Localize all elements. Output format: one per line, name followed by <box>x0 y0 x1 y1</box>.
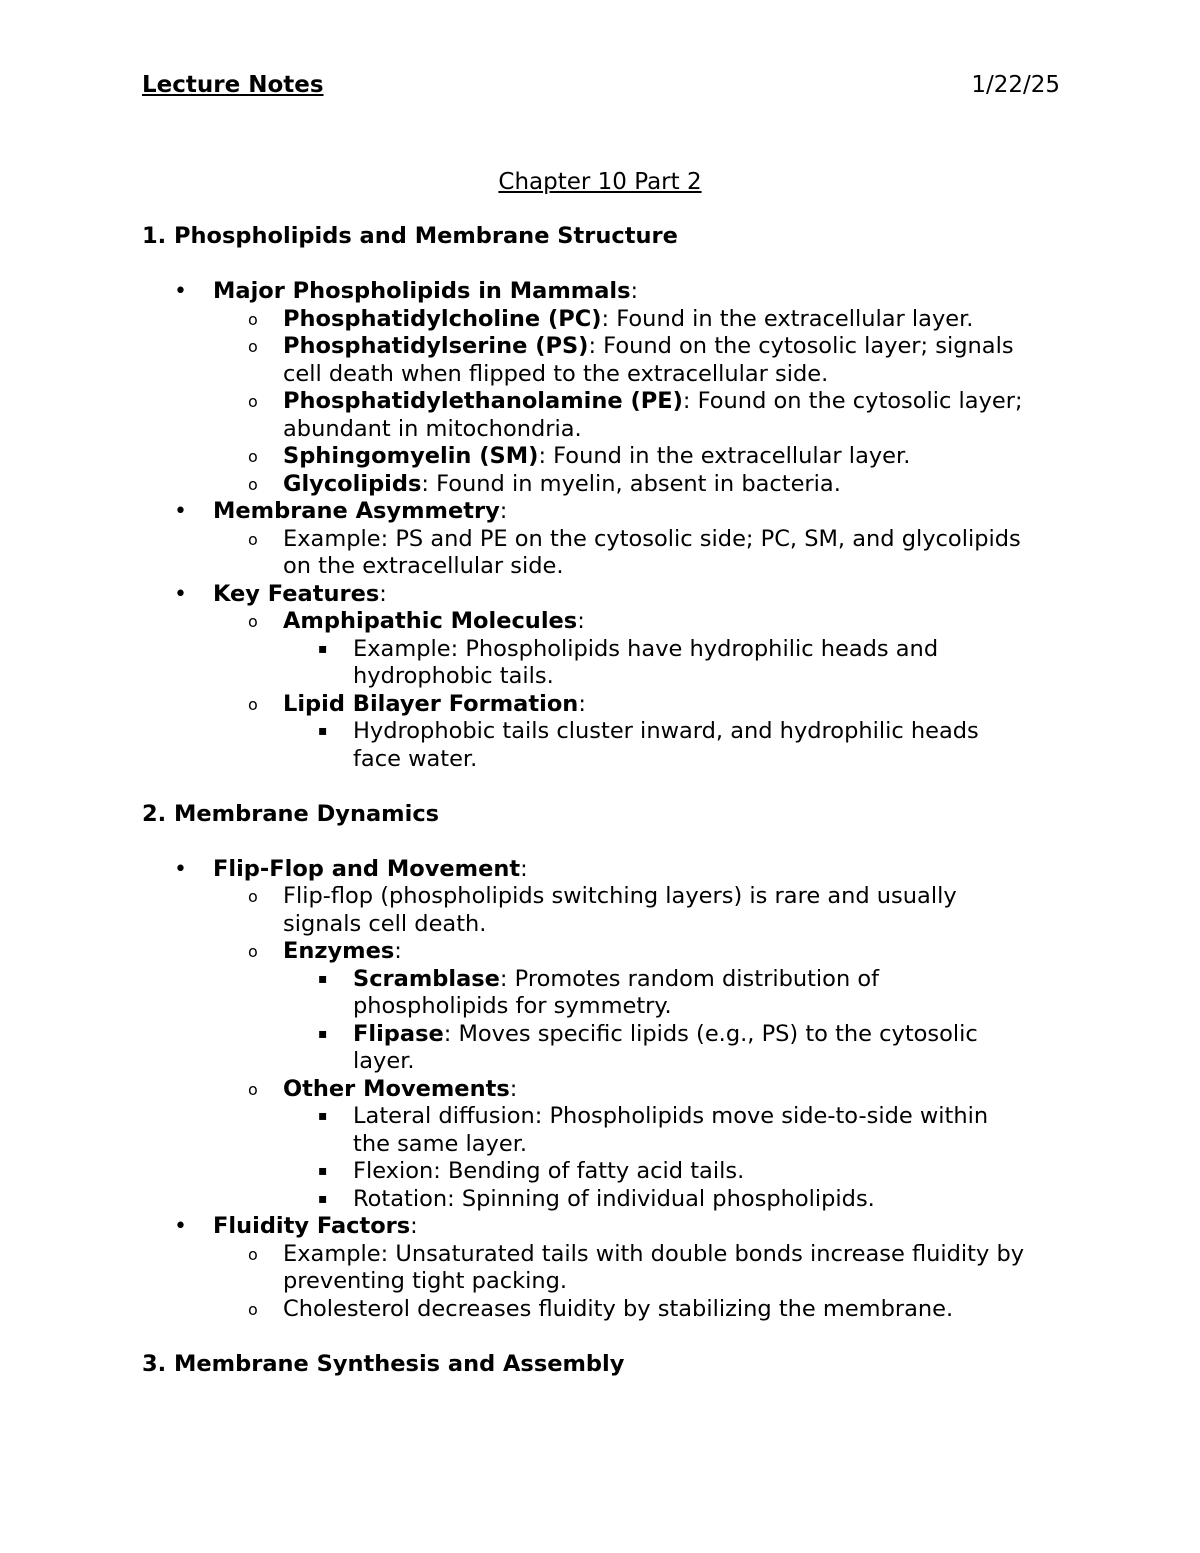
list-item: • Fluidity Factors: <box>174 1213 418 1239</box>
circle-bullet-icon: o <box>248 309 258 329</box>
section-heading-3: 3. Membrane Synthesis and Assembly <box>142 1350 625 1377</box>
list-item: o Flip-flop (phospholipids switching layers) is rare and usually <box>248 883 957 909</box>
square-bullet-icon: ▪ <box>318 970 328 987</box>
list-item-continuation: cell death when flipped to the extracellular side. <box>283 360 829 387</box>
list-item: ▪ Flipase: Moves specific lipids (e.g., PS) to the cytosolic <box>318 1020 978 1047</box>
list-item-continuation: face water. <box>353 745 478 772</box>
list-item: o Amphipathic Molecules: <box>248 608 585 634</box>
list-item: ▪ Lateral diffusion: Phospholipids move side-to-side within <box>318 1103 989 1129</box>
list-item: • Major Phospholipids in Mammals: <box>174 278 639 304</box>
section-heading-1: 1. Phospholipids and Membrane Structure <box>142 223 678 249</box>
square-bullet-icon: ▪ <box>318 723 328 739</box>
chapter-title: Chapter 10 Part 2 <box>498 169 702 195</box>
circle-bullet-icon: o <box>248 447 258 466</box>
notes-body <box>142 223 1072 1378</box>
bullet-icon: • <box>174 279 187 304</box>
list-item: o Phosphatidylcholine (PC): Found in the extracellular layer. <box>248 305 974 332</box>
circle-bullet-icon: o <box>248 1244 258 1264</box>
list-item-continuation: layer. <box>353 1048 415 1074</box>
bullet-icon: • <box>174 856 187 882</box>
section-heading-2: 2. Membrane Dynamics <box>142 800 440 827</box>
list-item: o Example: Unsaturated tails with double bonds increase fluidity by <box>248 1240 1025 1267</box>
square-bullet-icon: ▪ <box>318 1108 328 1124</box>
list-item-continuation: preventing tight packing. <box>283 1268 568 1294</box>
circle-bullet-icon: o <box>248 1079 258 1099</box>
bullet-icon: • <box>174 499 187 524</box>
circle-bullet-icon: o <box>248 1299 258 1319</box>
list-item: ▪ Rotation: Spinning of individual phospholipids. <box>318 1185 875 1212</box>
list-item-continuation: phospholipids for symmetry. <box>353 993 672 1019</box>
circle-bullet-icon: o <box>248 392 258 411</box>
list-item: ▪ Hydrophobic tails cluster inward, and hydrophilic heads <box>318 718 979 744</box>
square-bullet-icon: ▪ <box>318 1163 328 1179</box>
square-bullet-icon: ▪ <box>318 640 328 657</box>
list-item: • Key Features: <box>174 580 387 607</box>
circle-bullet-icon: o <box>248 529 258 549</box>
circle-bullet-icon: o <box>248 694 258 714</box>
list-item: o Glycolipids: Found in myelin, absent in bacteria. <box>248 470 841 497</box>
bullet-icon: • <box>174 1214 187 1239</box>
list-item: o Lipid Bilayer Formation: <box>248 690 586 717</box>
list-item-continuation: hydrophobic tails. <box>353 663 554 689</box>
square-bullet-icon: ▪ <box>318 1190 328 1207</box>
header-date: 1/22/25 <box>971 72 1060 98</box>
list-item: o Other Movements: <box>248 1075 518 1102</box>
list-item-continuation: signals cell death. <box>283 910 487 937</box>
list-item: o Sphingomyelin (SM): Found in the extracellular layer. <box>248 443 911 469</box>
circle-bullet-icon: o <box>248 474 258 494</box>
list-item-continuation: on the extracellular side. <box>283 553 564 579</box>
header-title: Lecture Notes <box>142 72 324 98</box>
circle-bullet-icon: o <box>248 887 258 906</box>
bullet-icon: • <box>174 581 187 607</box>
list-item: ▪ Example: Phospholipids have hydrophilic heads and <box>318 635 939 662</box>
list-item: o Enzymes: <box>248 938 402 964</box>
list-item: ▪ Flexion: Bending of fatty acid tails. <box>318 1158 745 1184</box>
list-item: o Phosphatidylserine (PS): Found on the cytosolic layer; signals <box>248 333 1014 359</box>
list-item: ▪ Scramblase: Promotes random distribution of <box>318 965 880 992</box>
list-item-continuation: the same layer. <box>353 1130 528 1157</box>
circle-bullet-icon: o <box>248 612 258 631</box>
list-item: • Membrane Asymmetry: <box>174 498 508 524</box>
list-item: o Phosphatidylethanolamine (PE): Found on the cytosolic layer; <box>248 388 1023 414</box>
list-item: o Example: PS and PE on the cytosolic side; PC, SM, and glycolipids <box>248 525 1021 552</box>
square-bullet-icon: ▪ <box>318 1025 328 1042</box>
list-item: • Flip-Flop and Movement: <box>174 855 528 882</box>
list-item: o Cholesterol decreases fluidity by stabilizing the membrane. <box>248 1295 954 1322</box>
circle-bullet-icon: o <box>248 942 258 961</box>
list-item-continuation: abundant in mitochondria. <box>283 415 582 442</box>
circle-bullet-icon: o <box>248 337 258 356</box>
